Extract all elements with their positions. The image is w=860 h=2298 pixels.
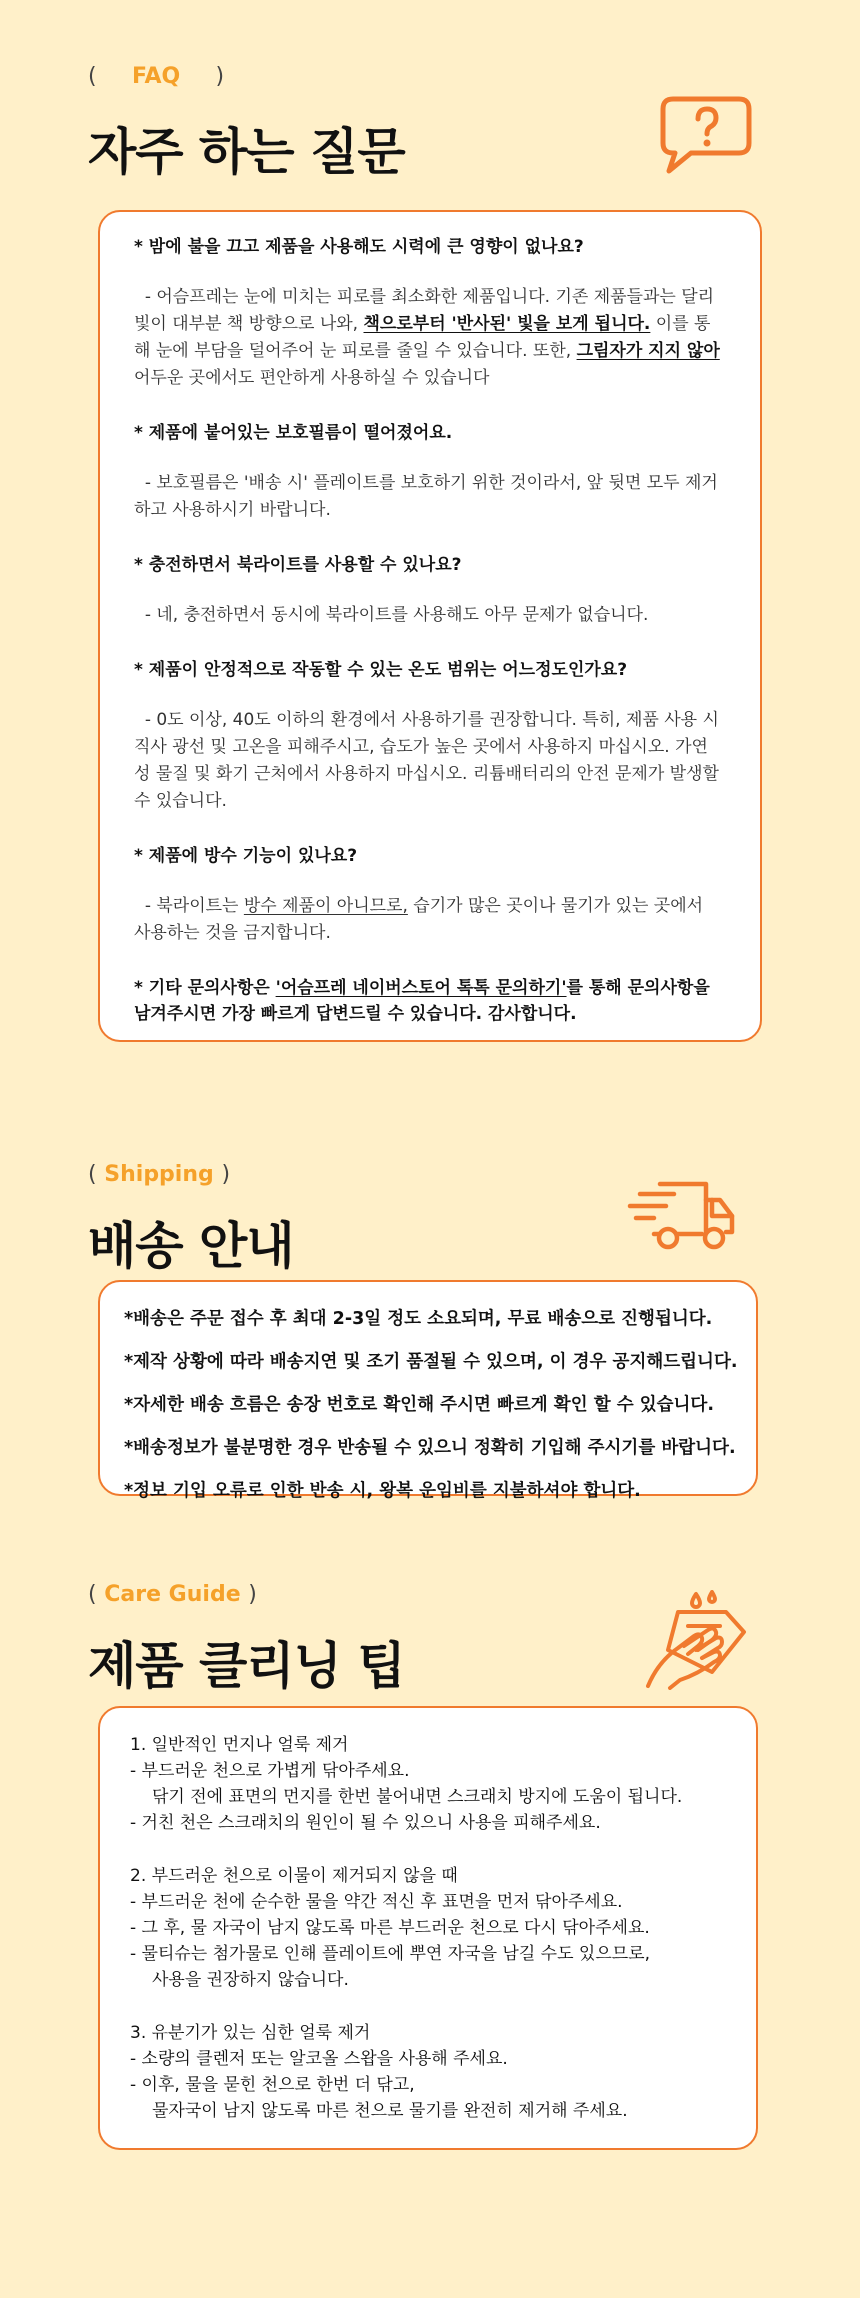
care-tip-line: 사용을 권장하지 않습니다. [152,1970,349,1990]
care-tag: ( Care Guide ) [88,1582,257,1607]
shipping-card [98,1280,758,1501]
faq-answer: - 보호필름은 '배송 시' 플레이트를 보호하기 위한 것이라서, 앞 뒷면 모두 제거하고 사용하시기 바랍니다. [134,473,718,520]
care-tip-heading: 2. 부드러운 천으로 이물이 제거되지 않을 때 [130,1866,458,1886]
faq-question: * 밤에 불을 끄고 제품을 사용해도 시력에 큰 영향이 없나요? [134,237,584,257]
faq-question: * 충전하면서 북라이트를 사용할 수 있나요? [134,555,462,575]
faq-item [134,657,724,815]
shipping-info-line: *정보 기입 오류로 인한 반송 시, 왕복 운임비를 지불하셔야 합니다. [124,1481,641,1501]
care-tip-line: - 물티슈는 첨가물로 인해 플레이트에 뿌연 자국을 남길 수도 있으므로, [130,1944,650,1964]
care-card [98,1706,758,2150]
care-title: 제품 클리닝 팁 [88,1637,405,1695]
faq-answer: - 어슴프레는 눈에 미치는 피로를 최소화한 제품입니다. 기존 제품들과는 달리 빛이 대부분 책 방향으로 나와, 책으로부터 '반사된' 빛을 보게 됩니다. 이를 통해 눈에 부담을 덜어주어 눈 피로를 줄일 수 있습니다. 또한, 그림자가 지지 않아 어두운 곳에서도 편안하게 사용하실 수 있습니다 [134,287,720,388]
hand-wiping-icon [640,1590,750,1690]
shipping-info-line: *제작 상황에 따라 배송지연 및 조기 품절될 수 있으며, 이 경우 공지해드립니다. [124,1352,738,1372]
faq-tag: ( FAQ ) [88,64,225,89]
faq-item [134,420,724,524]
question-bubble-icon [655,95,755,175]
faq-answer: - 네, 충전하면서 동시에 북라이트를 사용해도 아무 문제가 없습니다. [144,605,649,625]
care-tip-heading: 1. 일반적인 먼지나 얼룩 제거 [130,1735,349,1755]
care-tip-heading: 3. 유분기가 있는 심한 얼룩 제거 [130,2023,371,2043]
faq-card [98,210,762,1042]
faq-question: * 제품에 방수 기능이 있나요? [134,846,358,866]
faq-question: * 제품이 안정적으로 작동할 수 있는 온도 범위는 어느정도인가요? [134,660,628,680]
faq-section [0,0,860,1060]
care-section [0,1560,860,2160]
faq-item [134,552,724,629]
care-tip-block [130,1732,756,1836]
care-tip-block [130,1863,756,1993]
faq-question: * 제품에 붙어있는 보호필름이 떨어졌어요. [134,423,453,443]
care-tip-line: - 소량의 클렌저 또는 알코올 스왑을 사용해 주세요. [130,2049,508,2069]
faq-answer: - 북라이트는 방수 제품이 아니므로, 습기가 많은 곳이나 물기가 있는 곳에서 사용하는 것을 금지합니다. [134,896,704,943]
care-tip-line: - 그 후, 물 자국이 남지 않도록 마른 부드러운 천으로 다시 닦아주세요. [130,1918,650,1938]
faq-title: 자주 하는 질문 [88,123,405,181]
shipping-title: 배송 안내 [88,1217,294,1275]
faq-answer: - 0도 이상, 40도 이하의 환경에서 사용하기를 권장합니다. 특히, 제품 사용 시 직사 광선 및 고온을 피해주시고, 습도가 높은 곳에서 사용하지 마십시오. 가연성 물질 및 화기 근처에서 사용하지 마십시오. 리튬배터리의 안전 문제가 발생할 수 있습니다. [134,710,719,811]
shipping-info-line: *배송정보가 불분명한 경우 반송될 수 있으니 정확히 기입해 주시기를 바랍니다. [124,1438,736,1458]
care-tip-line: 닦기 전에 표면의 먼지를 한번 불어내면 스크래치 방지에 도움이 됩니다. [152,1787,683,1807]
care-tip-line: - 거친 천은 스크래치의 원인이 될 수 있으니 사용을 피해주세요. [130,1813,601,1833]
faq-item [134,843,724,947]
shipping-info-line: *배송은 주문 접수 후 최대 2-3일 정도 소요되며, 무료 배송으로 진행됩니다. [124,1309,713,1329]
shipping-info-line: *자세한 배송 흐름은 송장 번호로 확인해 주시면 빠르게 확인 할 수 있습니다. [124,1395,714,1415]
faq-item [134,234,724,392]
faq-footer-note: * 기타 문의사항은 '어슴프레 네이버스토어 톡톡 문의하기'를 통해 문의사항을 남겨주시면 가장 빠르게 답변드릴 수 있습니다. 감사합니다. [134,978,710,1024]
shipping-section [0,1140,860,1560]
care-tag-text: Care Guide [104,1582,241,1607]
care-tip-line: - 부드러운 천으로 가볍게 닦아주세요. [130,1761,410,1781]
shipping-tag-text: Shipping [104,1162,214,1187]
care-tip-line: - 부드러운 천에 순수한 물을 약간 적신 후 표면을 먼저 닦아주세요. [130,1892,623,1912]
shipping-tag: ( Shipping ) [88,1162,231,1187]
care-tip-line: - 이후, 물을 묻힌 천으로 한번 더 닦고, [130,2075,415,2095]
care-tip-block [130,2020,756,2124]
delivery-truck-icon [626,1178,738,1258]
faq-tag-text: FAQ [131,64,181,89]
care-tip-line: 물자국이 남지 않도록 마른 천으로 물기를 완전히 제거해 주세요. [152,2101,628,2121]
